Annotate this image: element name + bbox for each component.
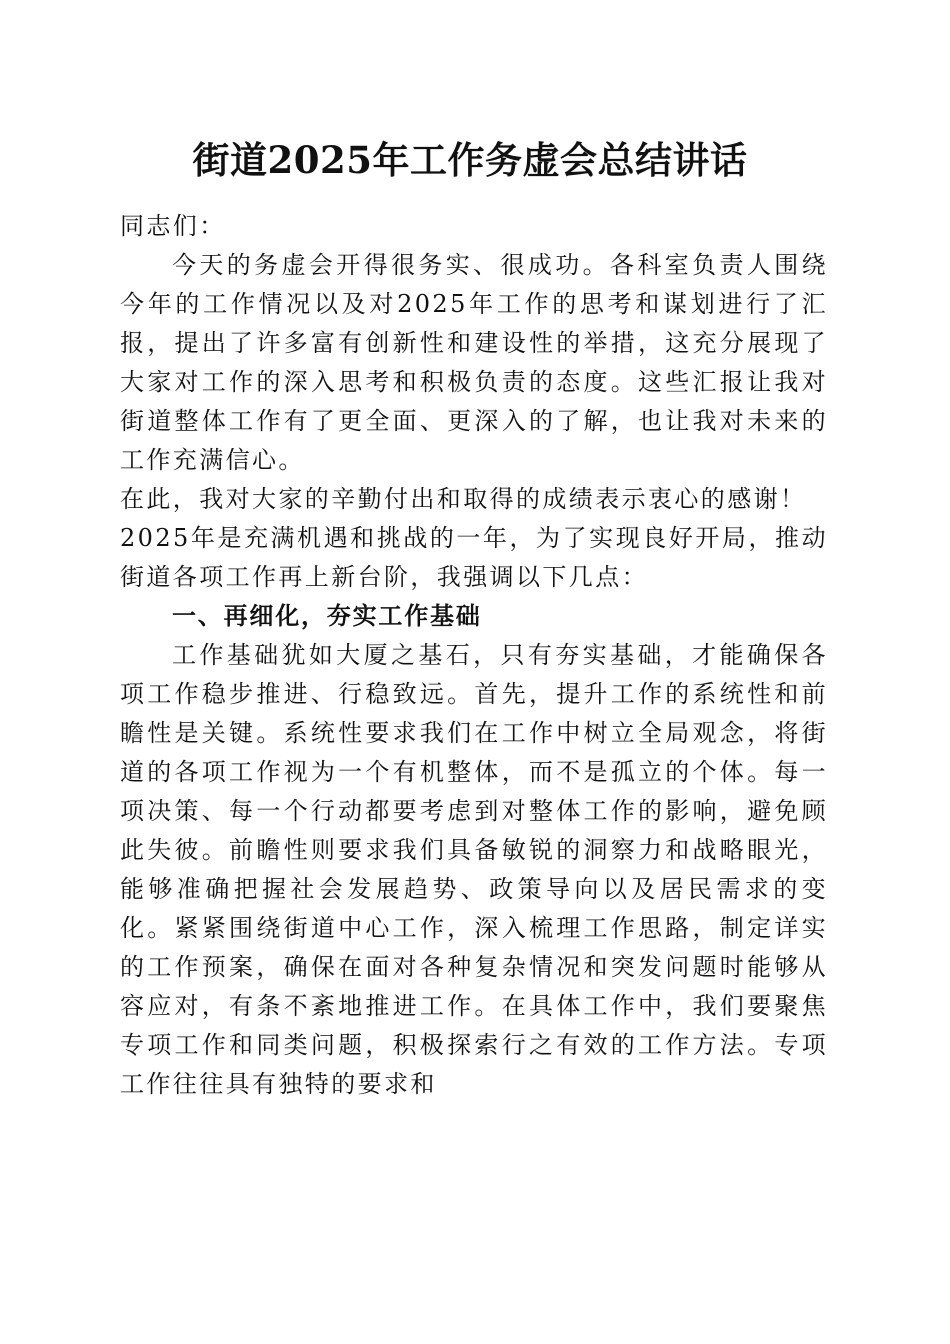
- section-heading: 一、再细化，夯实工作基础: [172, 602, 482, 630]
- salutation: 同志们：: [120, 212, 226, 240]
- paragraph-intro: 今天的务虚会开得很务实、很成功。各科室负责人围绕今年的工作情况以及对2025年工作的思考和谋划进行了汇报，提出了许多富有创新性和建设性的举措，这充分展现了大家对工作的深入思考和积极负责的态度。这些汇报让我对街道整体工作有了更全面、更深入的了解，也让我对未来的工作充满信心。: [120, 251, 828, 474]
- document-title: 街道2025年工作务虚会总结讲话: [192, 138, 748, 182]
- paragraph-thanks: 在此，我对大家的辛勤付出和取得的成绩表示衷心的感谢！: [120, 485, 807, 513]
- paragraph-transition: 2025年是充满机遇和挑战的一年，为了实现良好开局，推动街道各项工作再上新台阶，我强调以下几点：: [120, 524, 828, 591]
- section-paragraph: 工作基础犹如大厦之基石，只有夯实基础，才能确保各项工作稳步推进、行稳致远。首先，提升工作的系统性和前瞻性是关键。系统性要求我们在工作中树立全局观念，将街道的各项工作视为一个有机整体，而不是孤立的个体。每一项决策、每一个行动都要考虑到对整体工作的影响，避免顾此失彼。前瞻性则要求我们具备敏锐的洞察力和战略眼光，能够准确把握社会发展趋势、政策导向以及居民需求的变化。紧紧围绕街道中心工作，深入梳理工作思路，制定详实的工作预案，确保在面对各种复杂情况和突发问题时能够从容应对，有条不紊地推进工作。在具体工作中，我们要聚焦专项工作和同类问题，积极探索行之有效的工作方法。专项工作往往具有独特的要求和: [120, 641, 828, 1098]
- document-body: [120, 207, 828, 1104]
